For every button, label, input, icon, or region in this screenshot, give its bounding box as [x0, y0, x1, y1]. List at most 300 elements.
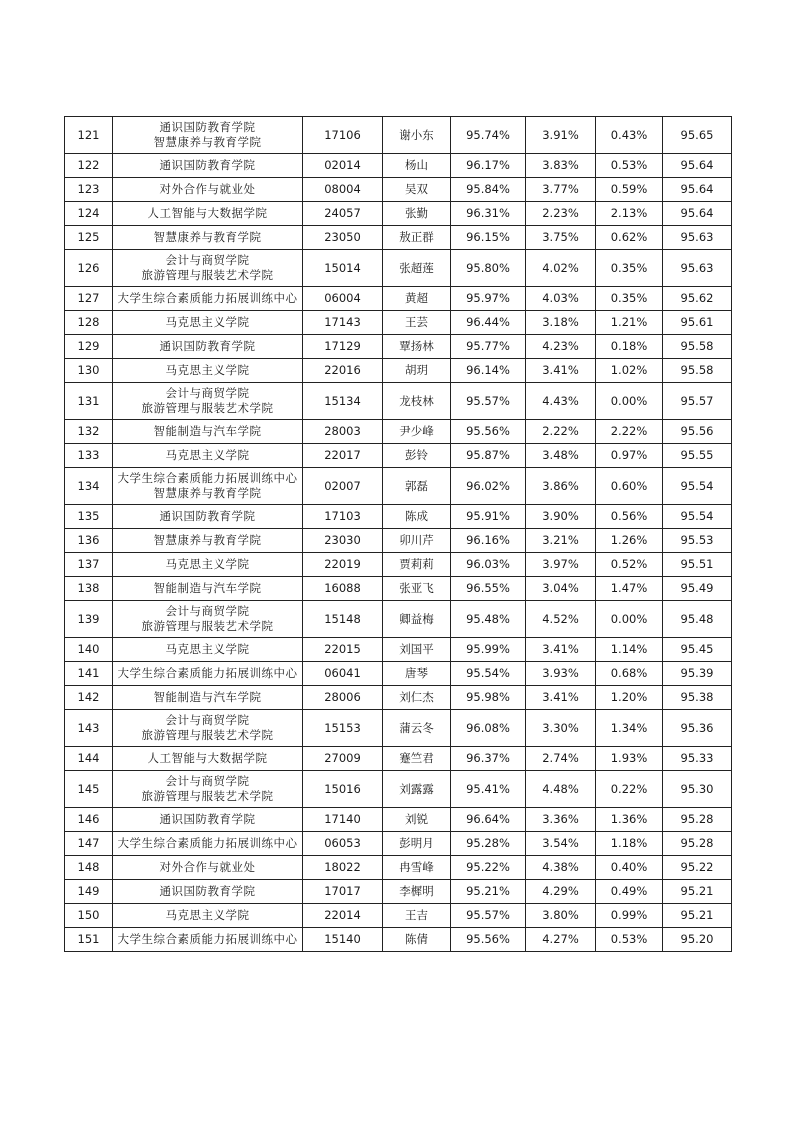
unit-cell: [113, 359, 303, 383]
unit-cell: [113, 856, 303, 880]
rank-cell: 145: [65, 771, 113, 808]
unit-cell: [113, 505, 303, 529]
percent-2-cell: 4.52%: [526, 601, 596, 638]
unit-cell: [113, 383, 303, 420]
score-cell: 95.51: [663, 553, 732, 577]
id-cell: 17140: [303, 808, 383, 832]
rank-cell: 125: [65, 226, 113, 250]
table-row: [65, 686, 732, 710]
percent-3-cell: 0.35%: [596, 287, 663, 311]
score-cell: 95.58: [663, 335, 732, 359]
rank-cell: 143: [65, 710, 113, 747]
percent-1-cell: 95.22%: [451, 856, 526, 880]
unit-name: 智慧康养与教育学院: [153, 533, 262, 547]
percent-2-cell: 2.74%: [526, 747, 596, 771]
unit-name: 大学生综合素质能力拓展训练中心: [117, 471, 298, 485]
percent-2-cell: 2.22%: [526, 420, 596, 444]
rank-cell: 129: [65, 335, 113, 359]
unit-name: 旅游管理与服装艺术学院: [141, 268, 274, 282]
unit-cell: [113, 154, 303, 178]
rank-cell: 148: [65, 856, 113, 880]
percent-2-cell: 3.04%: [526, 577, 596, 601]
percent-3-cell: 1.26%: [596, 529, 663, 553]
unit-cell: [113, 601, 303, 638]
unit-name: 对外合作与就业处: [159, 182, 256, 196]
percent-1-cell: 95.48%: [451, 601, 526, 638]
percent-2-cell: 3.41%: [526, 359, 596, 383]
id-cell: 23030: [303, 529, 383, 553]
score-cell: 95.20: [663, 928, 732, 952]
unit-cell: [113, 311, 303, 335]
name-cell: 卿益梅: [383, 601, 451, 638]
table-row: [65, 311, 732, 335]
table-row: [65, 178, 732, 202]
unit-name: 智能制造与汽车学院: [153, 424, 262, 438]
unit-cell: [113, 928, 303, 952]
name-cell: 尹少峰: [383, 420, 451, 444]
unit-cell: [113, 178, 303, 202]
rank-cell: 131: [65, 383, 113, 420]
table-row: [65, 577, 732, 601]
name-cell: 陈成: [383, 505, 451, 529]
id-cell: 02007: [303, 468, 383, 505]
name-cell: 覃扬林: [383, 335, 451, 359]
unit-cell: [113, 529, 303, 553]
percent-2-cell: 3.90%: [526, 505, 596, 529]
table-row: [65, 202, 732, 226]
percent-1-cell: 95.56%: [451, 420, 526, 444]
id-cell: 02014: [303, 154, 383, 178]
table-row: [65, 856, 732, 880]
id-cell: 06053: [303, 832, 383, 856]
name-cell: 蹇竺君: [383, 747, 451, 771]
unit-name: 旅游管理与服装艺术学院: [141, 728, 274, 742]
unit-cell: [113, 287, 303, 311]
id-cell: 08004: [303, 178, 383, 202]
id-cell: 17143: [303, 311, 383, 335]
percent-2-cell: 3.80%: [526, 904, 596, 928]
percent-1-cell: 96.37%: [451, 747, 526, 771]
rank-cell: 128: [65, 311, 113, 335]
rank-cell: 121: [65, 117, 113, 154]
percent-3-cell: 1.34%: [596, 710, 663, 747]
rank-cell: 135: [65, 505, 113, 529]
score-cell: 95.33: [663, 747, 732, 771]
id-cell: 16088: [303, 577, 383, 601]
name-cell: 王吉: [383, 904, 451, 928]
unit-name: 智慧康养与教育学院: [153, 486, 262, 500]
table-row: [65, 505, 732, 529]
unit-name: 旅游管理与服装艺术学院: [141, 619, 274, 633]
percent-1-cell: 96.55%: [451, 577, 526, 601]
score-cell: 95.61: [663, 311, 732, 335]
name-cell: 彭明月: [383, 832, 451, 856]
percent-1-cell: 95.56%: [451, 928, 526, 952]
table-row: [65, 383, 732, 420]
rank-cell: 144: [65, 747, 113, 771]
name-cell: 冉雪峰: [383, 856, 451, 880]
rank-cell: 122: [65, 154, 113, 178]
percent-1-cell: 95.91%: [451, 505, 526, 529]
rank-cell: 149: [65, 880, 113, 904]
name-cell: 卯川芹: [383, 529, 451, 553]
percent-1-cell: 96.16%: [451, 529, 526, 553]
unit-name: 旅游管理与服装艺术学院: [141, 789, 274, 803]
table-row: [65, 287, 732, 311]
percent-3-cell: 0.97%: [596, 444, 663, 468]
percent-1-cell: 96.08%: [451, 710, 526, 747]
percent-2-cell: 3.77%: [526, 178, 596, 202]
name-cell: 敖正群: [383, 226, 451, 250]
percent-2-cell: 3.91%: [526, 117, 596, 154]
score-cell: 95.54: [663, 468, 732, 505]
table-row: [65, 154, 732, 178]
table-row: [65, 420, 732, 444]
name-cell: 蒲云冬: [383, 710, 451, 747]
unit-cell: [113, 880, 303, 904]
percent-1-cell: 95.28%: [451, 832, 526, 856]
score-cell: 95.22: [663, 856, 732, 880]
id-cell: 15016: [303, 771, 383, 808]
unit-name: 人工智能与大数据学院: [147, 206, 268, 220]
id-cell: 06041: [303, 662, 383, 686]
unit-name: 会计与商贸学院: [165, 604, 250, 618]
id-cell: 15014: [303, 250, 383, 287]
percent-1-cell: 95.77%: [451, 335, 526, 359]
percent-2-cell: 3.83%: [526, 154, 596, 178]
id-cell: 22019: [303, 553, 383, 577]
table-body: [65, 117, 732, 952]
unit-cell: [113, 771, 303, 808]
table-row: [65, 747, 732, 771]
id-cell: 06004: [303, 287, 383, 311]
rank-cell: 141: [65, 662, 113, 686]
percent-2-cell: 3.93%: [526, 662, 596, 686]
percent-2-cell: 4.23%: [526, 335, 596, 359]
unit-cell: [113, 420, 303, 444]
unit-cell: [113, 638, 303, 662]
name-cell: 刘锐: [383, 808, 451, 832]
table-row: [65, 601, 732, 638]
score-cell: 95.21: [663, 880, 732, 904]
unit-name: 马克思主义学院: [165, 448, 250, 462]
name-cell: 张勤: [383, 202, 451, 226]
unit-cell: [113, 117, 303, 154]
table-row: [65, 226, 732, 250]
percent-1-cell: 96.44%: [451, 311, 526, 335]
unit-cell: [113, 250, 303, 287]
id-cell: 23050: [303, 226, 383, 250]
score-cell: 95.39: [663, 662, 732, 686]
unit-name: 人工智能与大数据学院: [147, 751, 268, 765]
table-row: [65, 904, 732, 928]
unit-cell: [113, 335, 303, 359]
score-cell: 95.64: [663, 154, 732, 178]
score-cell: 95.30: [663, 771, 732, 808]
percent-3-cell: 0.22%: [596, 771, 663, 808]
score-cell: 95.48: [663, 601, 732, 638]
percent-2-cell: 2.23%: [526, 202, 596, 226]
score-cell: 95.64: [663, 202, 732, 226]
unit-cell: [113, 808, 303, 832]
name-cell: 谢小东: [383, 117, 451, 154]
percent-1-cell: 96.14%: [451, 359, 526, 383]
unit-name: 会计与商贸学院: [165, 774, 250, 788]
score-cell: 95.54: [663, 505, 732, 529]
unit-cell: [113, 226, 303, 250]
percent-2-cell: 3.41%: [526, 638, 596, 662]
rank-cell: 132: [65, 420, 113, 444]
id-cell: 22017: [303, 444, 383, 468]
score-table: [64, 116, 732, 952]
rank-cell: 133: [65, 444, 113, 468]
unit-name: 通识国防教育学院: [159, 120, 256, 134]
score-cell: 95.28: [663, 808, 732, 832]
score-cell: 95.45: [663, 638, 732, 662]
rank-cell: 126: [65, 250, 113, 287]
percent-2-cell: 3.75%: [526, 226, 596, 250]
percent-2-cell: 3.21%: [526, 529, 596, 553]
rank-cell: 137: [65, 553, 113, 577]
score-cell: 95.57: [663, 383, 732, 420]
table-row: [65, 553, 732, 577]
percent-2-cell: 3.41%: [526, 686, 596, 710]
unit-cell: [113, 444, 303, 468]
table-row: [65, 444, 732, 468]
name-cell: 黄超: [383, 287, 451, 311]
score-cell: 95.64: [663, 178, 732, 202]
name-cell: 郭磊: [383, 468, 451, 505]
unit-name: 会计与商贸学院: [165, 253, 250, 267]
unit-cell: [113, 832, 303, 856]
percent-1-cell: 95.80%: [451, 250, 526, 287]
score-cell: 95.62: [663, 287, 732, 311]
percent-1-cell: 95.54%: [451, 662, 526, 686]
score-cell: 95.63: [663, 250, 732, 287]
percent-2-cell: 3.30%: [526, 710, 596, 747]
percent-3-cell: 0.43%: [596, 117, 663, 154]
id-cell: 22015: [303, 638, 383, 662]
percent-3-cell: 0.59%: [596, 178, 663, 202]
unit-name: 通识国防教育学院: [159, 339, 256, 353]
id-cell: 27009: [303, 747, 383, 771]
rank-cell: 146: [65, 808, 113, 832]
unit-name: 大学生综合素质能力拓展训练中心: [117, 291, 298, 305]
percent-2-cell: 3.18%: [526, 311, 596, 335]
unit-name: 通识国防教育学院: [159, 884, 256, 898]
id-cell: 22014: [303, 904, 383, 928]
unit-name: 马克思主义学院: [165, 557, 250, 571]
percent-1-cell: 95.74%: [451, 117, 526, 154]
unit-cell: [113, 710, 303, 747]
percent-1-cell: 96.31%: [451, 202, 526, 226]
percent-1-cell: 96.64%: [451, 808, 526, 832]
rank-cell: 127: [65, 287, 113, 311]
percent-3-cell: 0.52%: [596, 553, 663, 577]
rank-cell: 142: [65, 686, 113, 710]
name-cell: 吴双: [383, 178, 451, 202]
percent-2-cell: 4.27%: [526, 928, 596, 952]
percent-3-cell: 1.18%: [596, 832, 663, 856]
unit-name: 通识国防教育学院: [159, 812, 256, 826]
percent-3-cell: 1.02%: [596, 359, 663, 383]
rank-cell: 139: [65, 601, 113, 638]
unit-name: 智慧康养与教育学院: [153, 135, 262, 149]
percent-2-cell: 3.48%: [526, 444, 596, 468]
rank-cell: 140: [65, 638, 113, 662]
score-cell: 95.38: [663, 686, 732, 710]
percent-3-cell: 1.47%: [596, 577, 663, 601]
unit-name: 智能制造与汽车学院: [153, 581, 262, 595]
percent-1-cell: 96.17%: [451, 154, 526, 178]
unit-name: 通识国防教育学院: [159, 509, 256, 523]
id-cell: 15153: [303, 710, 383, 747]
unit-name: 会计与商贸学院: [165, 713, 250, 727]
id-cell: 15134: [303, 383, 383, 420]
rank-cell: 151: [65, 928, 113, 952]
percent-2-cell: 4.02%: [526, 250, 596, 287]
rank-cell: 147: [65, 832, 113, 856]
unit-name: 大学生综合素质能力拓展训练中心: [117, 932, 298, 946]
table-row: [65, 808, 732, 832]
percent-3-cell: 0.53%: [596, 928, 663, 952]
id-cell: 18022: [303, 856, 383, 880]
score-cell: 95.65: [663, 117, 732, 154]
name-cell: 胡玥: [383, 359, 451, 383]
score-cell: 95.58: [663, 359, 732, 383]
rank-cell: 136: [65, 529, 113, 553]
unit-cell: [113, 662, 303, 686]
name-cell: 李樨明: [383, 880, 451, 904]
name-cell: 贾莉莉: [383, 553, 451, 577]
percent-3-cell: 1.93%: [596, 747, 663, 771]
percent-1-cell: 95.98%: [451, 686, 526, 710]
table-row: [65, 250, 732, 287]
table-row: [65, 662, 732, 686]
name-cell: 王芸: [383, 311, 451, 335]
percent-3-cell: 2.22%: [596, 420, 663, 444]
score-cell: 95.63: [663, 226, 732, 250]
percent-3-cell: 0.18%: [596, 335, 663, 359]
percent-1-cell: 96.15%: [451, 226, 526, 250]
rank-cell: 123: [65, 178, 113, 202]
percent-1-cell: 95.57%: [451, 904, 526, 928]
percent-1-cell: 95.87%: [451, 444, 526, 468]
percent-1-cell: 95.41%: [451, 771, 526, 808]
percent-2-cell: 4.29%: [526, 880, 596, 904]
percent-3-cell: 0.56%: [596, 505, 663, 529]
rank-cell: 130: [65, 359, 113, 383]
unit-cell: [113, 553, 303, 577]
rank-cell: 150: [65, 904, 113, 928]
unit-cell: [113, 468, 303, 505]
table-row: [65, 771, 732, 808]
unit-name: 智慧康养与教育学院: [153, 230, 262, 244]
percent-3-cell: 0.35%: [596, 250, 663, 287]
unit-name: 通识国防教育学院: [159, 158, 256, 172]
percent-1-cell: 95.84%: [451, 178, 526, 202]
percent-1-cell: 96.03%: [451, 553, 526, 577]
unit-name: 马克思主义学院: [165, 363, 250, 377]
percent-2-cell: 4.03%: [526, 287, 596, 311]
table-row: [65, 832, 732, 856]
percent-3-cell: 0.62%: [596, 226, 663, 250]
percent-1-cell: 95.99%: [451, 638, 526, 662]
unit-cell: [113, 686, 303, 710]
name-cell: 刘露露: [383, 771, 451, 808]
percent-2-cell: 4.38%: [526, 856, 596, 880]
percent-3-cell: 0.00%: [596, 601, 663, 638]
unit-cell: [113, 202, 303, 226]
name-cell: 刘国平: [383, 638, 451, 662]
percent-3-cell: 0.68%: [596, 662, 663, 686]
percent-2-cell: 3.36%: [526, 808, 596, 832]
table-row: [65, 928, 732, 952]
percent-2-cell: 3.54%: [526, 832, 596, 856]
percent-2-cell: 3.86%: [526, 468, 596, 505]
unit-name: 大学生综合素质能力拓展训练中心: [117, 666, 298, 680]
percent-3-cell: 1.20%: [596, 686, 663, 710]
name-cell: 唐琴: [383, 662, 451, 686]
rank-cell: 138: [65, 577, 113, 601]
score-cell: 95.36: [663, 710, 732, 747]
unit-name: 会计与商贸学院: [165, 386, 250, 400]
percent-1-cell: 96.02%: [451, 468, 526, 505]
unit-name: 马克思主义学院: [165, 908, 250, 922]
percent-3-cell: 0.60%: [596, 468, 663, 505]
percent-3-cell: 1.21%: [596, 311, 663, 335]
unit-name: 大学生综合素质能力拓展训练中心: [117, 836, 298, 850]
id-cell: 24057: [303, 202, 383, 226]
unit-cell: [113, 904, 303, 928]
percent-3-cell: 2.13%: [596, 202, 663, 226]
name-cell: 陈倩: [383, 928, 451, 952]
id-cell: 28006: [303, 686, 383, 710]
table-row: [65, 529, 732, 553]
percent-1-cell: 95.21%: [451, 880, 526, 904]
percent-3-cell: 1.14%: [596, 638, 663, 662]
percent-3-cell: 0.49%: [596, 880, 663, 904]
id-cell: 17106: [303, 117, 383, 154]
unit-name: 马克思主义学院: [165, 315, 250, 329]
id-cell: 17103: [303, 505, 383, 529]
id-cell: 15148: [303, 601, 383, 638]
name-cell: 彭铃: [383, 444, 451, 468]
table-row: [65, 638, 732, 662]
unit-name: 旅游管理与服装艺术学院: [141, 401, 274, 415]
percent-3-cell: 0.00%: [596, 383, 663, 420]
percent-2-cell: 3.97%: [526, 553, 596, 577]
percent-1-cell: 95.97%: [451, 287, 526, 311]
table-row: [65, 359, 732, 383]
table-row: [65, 335, 732, 359]
score-cell: 95.21: [663, 904, 732, 928]
id-cell: 15140: [303, 928, 383, 952]
unit-name: 智能制造与汽车学院: [153, 690, 262, 704]
name-cell: 杨山: [383, 154, 451, 178]
table-row: [65, 710, 732, 747]
name-cell: 张亚飞: [383, 577, 451, 601]
percent-3-cell: 0.40%: [596, 856, 663, 880]
percent-3-cell: 0.99%: [596, 904, 663, 928]
unit-cell: [113, 747, 303, 771]
name-cell: 刘仁杰: [383, 686, 451, 710]
score-cell: 95.55: [663, 444, 732, 468]
percent-1-cell: 95.57%: [451, 383, 526, 420]
unit-name: 对外合作与就业处: [159, 860, 256, 874]
score-cell: 95.49: [663, 577, 732, 601]
score-cell: 95.53: [663, 529, 732, 553]
